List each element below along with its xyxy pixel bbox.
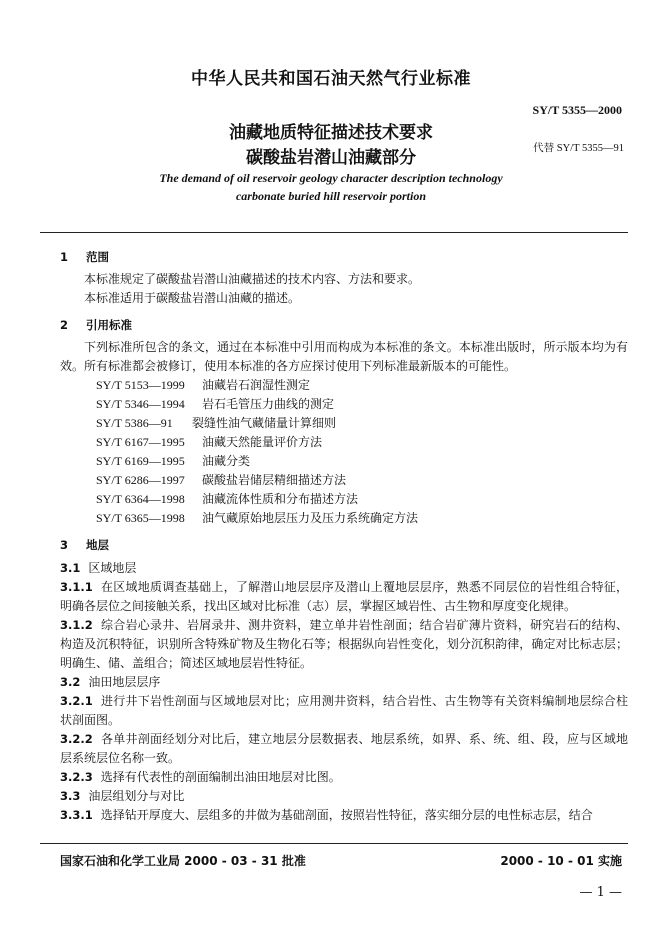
clause-3-3 — [60, 787, 628, 806]
reference-code: SY/T 6365—1998 — [96, 511, 185, 525]
bottom-divider — [40, 843, 628, 844]
document-title-line1: 油藏地质特征描述技术要求 — [229, 123, 433, 143]
reference-item — [60, 433, 628, 452]
reference-name: 油藏分类 — [202, 454, 251, 468]
clause-number: 3.3 — [60, 789, 81, 803]
clause-text: 综合岩心录井、岩屑录井、测井资料，建立单井岩性剖面；结合岩矿薄片资料，研究岩石的结构、构造及沉积特征，识别所含特殊矿物及生物化石等；根据纵向岩性变化，划分沉积韵律，确定对比标志层；明确生、储、盖组合；简述区域地层岩性特征。 — [60, 618, 628, 670]
implementation-date: 2000 - 10 - 01 实施 — [500, 854, 622, 868]
clause-text: 各单井剖面经划分对比后，建立地层分层数据表、地层系统，如界、系、统、组、段，应与区域地层系统层位名称一致。 — [60, 732, 628, 765]
reference-code: SY/T 6169—1995 — [96, 454, 185, 468]
reference-code: SY/T 6364—1998 — [96, 492, 185, 506]
references-intro: 下列标准所包含的条文，通过在本标准中引用而构成为本标准的条文。本标准出版时，所示版本均为有效。所有标准都会被修订，使用本标准的各方应探讨使用下列标准最新版本的可能性。 — [60, 340, 628, 373]
clause-number: 3.3.1 — [60, 808, 93, 822]
section-number: 3 — [60, 538, 69, 552]
reference-name: 油藏岩石润湿性测定 — [202, 378, 311, 392]
section-title: 范围 — [86, 250, 109, 264]
reference-code: SY/T 5346—1994 — [96, 397, 185, 411]
reference-name: 油藏流体性质和分布描述方法 — [202, 492, 359, 506]
clause-3-2-2 — [60, 730, 628, 768]
reference-code: SY/T 6167—1995 — [96, 435, 185, 449]
section-2-heading — [60, 316, 628, 335]
reference-item — [60, 376, 628, 395]
top-divider — [40, 232, 628, 233]
reference-item — [60, 395, 628, 414]
reference-item — [60, 471, 628, 490]
clause-text: 区域地层 — [88, 561, 137, 575]
section-number: 1 — [60, 250, 69, 264]
reference-name: 岩石毛管压力曲线的测定 — [202, 397, 335, 411]
page-number: — 1 — — [579, 885, 622, 900]
reference-item — [60, 414, 628, 433]
clause-number: 3.2.1 — [60, 694, 93, 708]
approval-date: 国家石油和化学工业局 2000 - 03 - 31 批准 — [60, 854, 306, 868]
clause-number: 3.2.2 — [60, 732, 93, 746]
clause-3-1 — [60, 559, 628, 578]
reference-item — [60, 509, 628, 528]
clause-3-1-1 — [60, 578, 628, 616]
reference-code: SY/T 5153—1999 — [96, 378, 185, 392]
document-title-line2: 碳酸盐岩潜山油藏部分 — [246, 148, 416, 168]
english-title-line1: The demand of oil reservoir geology character description technology — [159, 171, 503, 185]
scope-paragraph-1: 本标准规定了碳酸盐岩潜山油藏描述的技术内容、方法和要求。 — [84, 272, 421, 286]
replaces-standard: 代替 SY/T 5355—91 — [533, 143, 624, 154]
reference-name: 裂缝性油气藏储量计算细则 — [192, 416, 337, 430]
clause-text: 选择钻开厚度大、层组多的井做为基础剖面，按照岩性特征，落实细分层的电性标志层，结合 — [100, 808, 593, 822]
document-body — [60, 248, 628, 825]
clause-3-2 — [60, 673, 628, 692]
reference-item — [60, 452, 628, 471]
reference-name: 碳酸盐岩储层精细描述方法 — [202, 473, 347, 487]
clause-3-2-1 — [60, 692, 628, 730]
reference-item — [60, 490, 628, 509]
english-title-line2: carbonate buried hill reservoir portion — [235, 189, 426, 203]
section-3-heading — [60, 536, 628, 555]
clause-3-2-3 — [60, 768, 628, 787]
clause-text: 选择有代表性的剖面编制出油田地层对比图。 — [100, 770, 341, 784]
clause-number: 3.2 — [60, 675, 81, 689]
section-title: 引用标准 — [86, 318, 132, 332]
clause-text: 油层组划分与对比 — [88, 789, 185, 803]
section-1-heading — [60, 248, 628, 267]
clause-number: 3.1 — [60, 561, 81, 575]
reference-code: SY/T 6286—1997 — [96, 473, 185, 487]
clause-number: 3.1.2 — [60, 618, 93, 632]
clause-number: 3.2.3 — [60, 770, 93, 784]
industry-standard-title: 中华人民共和国石油天然气行业标准 — [191, 69, 471, 89]
standard-number: SY/T 5355—2000 — [532, 103, 622, 117]
clause-3-1-2 — [60, 616, 628, 673]
reference-name: 油藏天然能量评价方法 — [202, 435, 323, 449]
reference-name: 油气藏原始地层压力及压力系统确定方法 — [202, 511, 419, 525]
clause-text: 油田地层层序 — [88, 675, 161, 689]
reference-code: SY/T 5386—91 — [96, 416, 173, 430]
scope-paragraph-2: 本标准适用于碳酸盐岩潜山油藏的描述。 — [84, 291, 301, 305]
clause-number: 3.1.1 — [60, 580, 93, 594]
clause-text: 在区域地质调查基础上，了解潜山地层层序及潜山上覆地层层序，熟悉不同层位的岩性组合特征，明确各层位之间接触关系，找出区域对比标准（志）层，掌握区域岩性、古生物和厚度变化规律。 — [60, 580, 628, 613]
clause-3-3-1 — [60, 806, 628, 825]
section-title: 地层 — [86, 538, 109, 552]
section-number: 2 — [60, 318, 69, 332]
clause-text: 进行井下岩性剖面与区域地层对比；应用测井资料，结合岩性、古生物等有关资料编制地层综合柱状剖面图。 — [60, 694, 628, 727]
